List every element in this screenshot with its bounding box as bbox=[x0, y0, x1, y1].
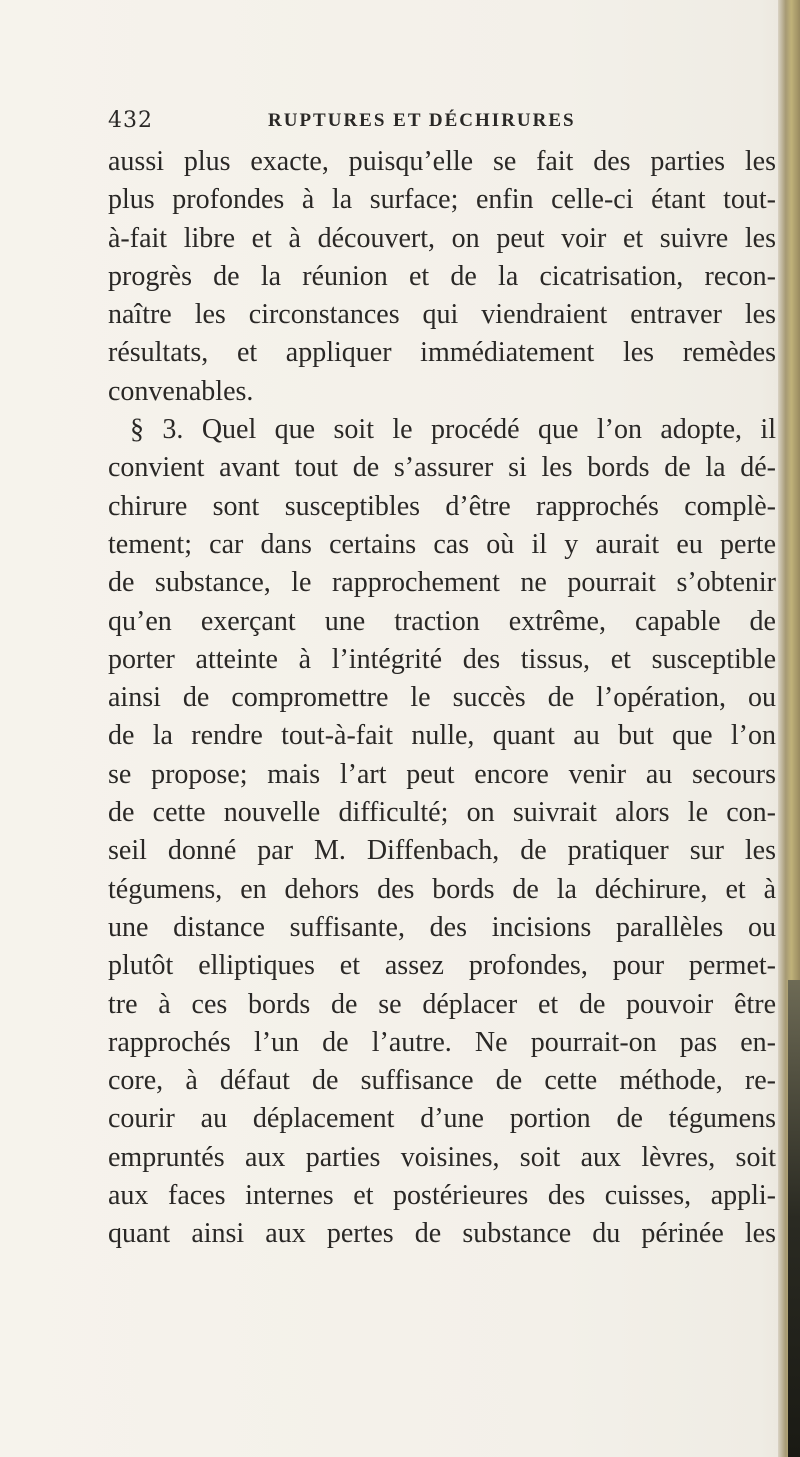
text-line: naître les circonstances qui viendraient entraver les bbox=[108, 299, 776, 331]
text-line: quant ainsi aux pertes de substance du périnée les bbox=[108, 1218, 776, 1250]
text-line: tégumens, en dehors des bords de la déchirure, et à bbox=[108, 873, 776, 905]
text-line: aux faces internes et postérieures des cuisses, appli- bbox=[108, 1180, 776, 1212]
text-line: progrès de la réunion et de la cicatrisation, recon- bbox=[108, 260, 776, 292]
page-number: 432 bbox=[108, 108, 153, 133]
text-line: se propose; mais l’art peut encore venir au secours bbox=[108, 758, 776, 790]
text-line: convient avant tout de s’assurer si les bords de la dé- bbox=[108, 452, 776, 484]
text-line: de substance, le rapprochement ne pourrait s’obtenir bbox=[108, 567, 776, 599]
text-line: ainsi de compromettre le succès de l’opération, ou bbox=[108, 682, 776, 714]
text-line: empruntés aux parties voisines, soit aux lèvres, soit bbox=[108, 1141, 776, 1173]
running-head bbox=[108, 108, 768, 138]
text-line: de la rendre tout-à-fait nulle, quant au but que l’on bbox=[108, 720, 776, 752]
body-text bbox=[108, 143, 776, 1254]
text-line: aussi plus exacte, puisqu’elle se fait des parties les bbox=[108, 146, 776, 177]
text-line: rapprochés l’un de l’autre. Ne pourrait-on pas en- bbox=[108, 1026, 776, 1058]
text-line: courir au déplacement d’une portion de tégumens bbox=[108, 1103, 776, 1135]
text-line: à-fait libre et à découvert, on peut voir et suivre les bbox=[108, 222, 776, 254]
text-line: plus profondes à la surface; enfin celle-ci étant tout- bbox=[108, 184, 776, 216]
text-line: de cette nouvelle difficulté; on suivrait alors le con- bbox=[108, 797, 776, 829]
text-line: core, à défaut de suffisance de cette méthode, re- bbox=[108, 1065, 776, 1097]
text-line: porter atteinte à l’intégrité des tissus, et susceptible bbox=[108, 643, 776, 675]
text-line: § 3. Quel que soit le procédé que l’on adopte, il bbox=[130, 414, 776, 446]
text-line: convenables. bbox=[108, 375, 254, 407]
running-title: RUPTURES ET DÉCHIRURES bbox=[268, 110, 576, 131]
page-edge-shadow bbox=[788, 980, 800, 1457]
text-line: résultats, et appliquer immédiatement les remèdes bbox=[108, 337, 776, 369]
text-line: seil donné par M. Diffenbach, de pratiquer sur les bbox=[108, 835, 776, 867]
text-line: plutôt elliptiques et assez profondes, pour permet- bbox=[108, 950, 776, 982]
text-line: qu’en exerçant une traction extrême, capable de bbox=[108, 605, 776, 637]
text-line: une distance suffisante, des incisions parallèles ou bbox=[108, 911, 776, 943]
text-line: tement; car dans certains cas où il y aurait eu perte bbox=[108, 528, 776, 560]
text-line: tre à ces bords de se déplacer et de pouvoir être bbox=[108, 988, 776, 1020]
text-line: chirure sont susceptibles d’être rapprochés complè- bbox=[108, 490, 776, 522]
